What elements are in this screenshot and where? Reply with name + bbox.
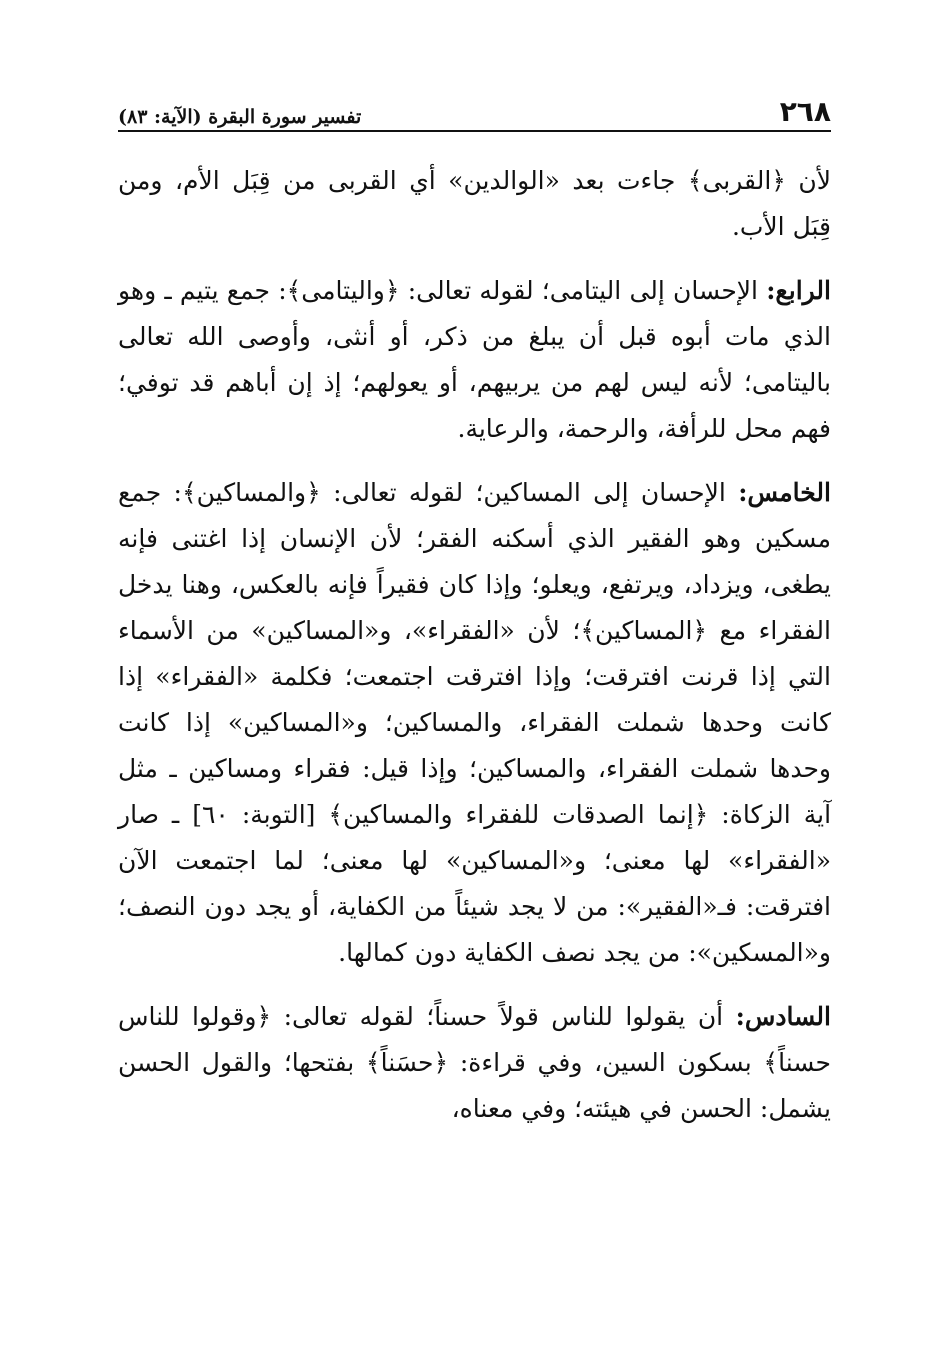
paragraph-lead: الرابع: [766, 276, 831, 305]
paragraph-text: الإحسان إلى المساكين؛ لقوله تعالى: ﴿والمساكين﴾: جمع مسكين وهو الفقير الذي أسكنه الفقر؛ لأن الإنسان إذا اغتنى فإنه يطغى، ويزداد، ويرتفع، ويعلو؛ وإذا كان فقيراً فإنه بالعكس، وهنا يدخل الفقراء مع ﴿المساكين﴾؛ لأن «الفقراء»، و«المساكين» من الأسماء التي إذا قرنت افترقت؛ وإذا افترقت اجتمعت؛ فكلمة «الفقراء» إذا كانت وحدها شملت الفقراء، والمساكين؛ و«المساكين» إذا كانت وحدها شملت الفقراء، والمساكين؛ وإذا قيل: فقراء ومساكين ـ مثل آية الزكاة: ﴿إنما الصدقات للفقراء والمساكين﴾ [التوبة: ٦٠] ـ صار «الفقراء» لها معنى؛ و«المساكين» لها معنى؛ لما اجتمعت الآن افترقت: فـ«الفقير»: من لا يجد شيئاً من الكفاية، أو يجد دون النصف؛ و«المسكين»: من يجد نصف الكفاية دون كمالها. [118, 478, 832, 967]
header-rule [118, 130, 831, 132]
running-title: تفسير سورة البقرة (الآية: ٨٣) [118, 106, 362, 128]
paragraph-sixth [118, 994, 831, 1132]
paragraph-fourth [118, 268, 831, 452]
paragraph-text: الإحسان إلى اليتامى؛ لقوله تعالى: ﴿واليتامى﴾: جمع يتيم ـ وهو الذي مات أبوه قبل أن يبلغ من ذكر، أو أنثى، وأوصى الله تعالى باليتامى؛ لأنه ليس لهم من يربيهم، أو يعولهم؛ إذ إن أباهم قد توفي؛ فهم محل للرأفة، والرحمة، والرعاية. [118, 276, 831, 443]
paragraph-continuation [118, 158, 831, 250]
page-number: ٢٦٨ [779, 95, 831, 128]
paragraph-fifth [118, 470, 831, 976]
paragraph-text: أن يقولوا للناس قولاً حسناً؛ لقوله تعالى: ﴿وقولوا للناس حسناً﴾ بسكون السين، وفي قراءة: ﴿حسَناً﴾ بفتحها؛ والقول الحسن يشمل: الحسن في هيئته؛ وفي معناه، [118, 1002, 831, 1123]
paragraph-lead: السادس: [735, 1002, 831, 1031]
page-body [118, 158, 831, 1150]
paragraph-lead: الخامس: [738, 478, 831, 507]
page-header [118, 88, 831, 128]
paragraph-text: لأن ﴿القربى﴾ جاءت بعد «الوالدين» أي القربى من قِبَل الأم، ومن قِبَل الأب. [118, 166, 831, 241]
